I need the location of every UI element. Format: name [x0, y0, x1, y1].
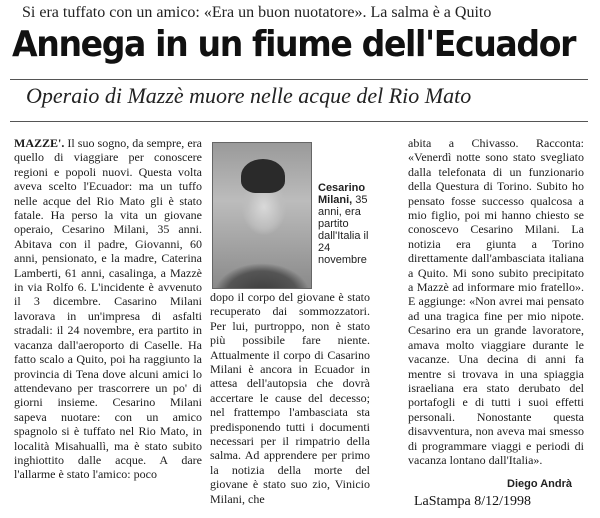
article-column-1: [14, 136, 202, 482]
photo-hair: [241, 159, 285, 193]
article-column-3: [408, 136, 584, 467]
article-column-2: [210, 290, 370, 506]
column-1-text: Il suo sogno, da sempre, era quello di viaggiare per conoscere regioni e popoli nuovi. Questa volta aveva scelto l'Ecuador: ma un tuffo nelle acque del Rio Mato gli è stato fatale. Ha perso la vita un giovane operaio, Cesarino Milani, 35 anni. Abitava con il padre, Giovanni, 60 anni, pensionato, e la madre, Caterina Lamberti, 61 anni, casalinga, a Mazzè in via Rolfo 6. L'incidente è avvenuto il 3 dicembre. Casarino Milani lavorava in un'impresa di asfalti stradali: il 24 novembre, era partito in vacanza dall'aeroporto di Caselle. Ha fatto scalo a Quito, poi ha raggiunto la provincia di Tena dove alcuni amici lo attendevano per trascorrere un po' di giorni insieme. Cesarino Milani sapeva nuotare: con un amico spagnolo si è tuffato nel Rio Mato, in località Misahuallì, ma è stato subito inghiottito dalle acque. A dare l'allarme è stato l'amico: poco: [14, 136, 202, 482]
photo-caption: [318, 182, 378, 266]
source-note: LaStampa 8/12/1998: [414, 494, 532, 509]
byline: Diego Andrà: [507, 478, 572, 490]
dateline: MAZZE'.: [14, 136, 65, 150]
rule-bottom: [10, 121, 588, 122]
headline: Annega in un fiume dell'Ecuador: [12, 24, 576, 65]
kicker: Si era tuffato con un amico: «Era un buon nuotatore». La salma è a Quito: [22, 4, 492, 21]
subheadline: Operaio di Mazzè muore nelle acque del Rio Mato: [26, 83, 472, 108]
column-3-text: abita a Chivasso. Racconta: «Venerdì notte sono stato svegliato dalla telefonata di un funzionario della Questura di Torino. Subito ho pensato fosse successo qualcosa a mio figlio, poi mi hanno chiesto se conoscevo Cesarino Milani. La notizia era giunta a Torino direttamente dall'ambasciata italiana a Quito. Mi sono subito precipitato a Mazzè ad informare mio fratello». E aggiunge: «Non avrei mai pensato ad una tragica fine per mio nipote. Cesarino era un grande lavoratore, amava molto viaggiare durante le vacanze. Una decina di anni fa mentre si trovava in una spiaggia israeliana era stato derubato del portafogli e di tutti i suoi effetti personali. Nonostante questa disavventura, non aveva mai smesso di programmare viaggi e periodi di vacanza lontano dall'Italia».: [408, 136, 584, 467]
article-paragraph: [14, 136, 202, 482]
caption-name: Cesarino Milani,: [318, 182, 366, 206]
author-photo: [212, 142, 312, 289]
caption-text: 35 anni, era partito dall'Italia il 24 novembre: [318, 194, 369, 266]
rule-top: [10, 79, 588, 80]
column-2-text: dopo il corpo del giovane è stato recuperato dai sommozzatori. Per lui, purtroppo, non è stato più possibile fare niente. Attualmente il corpo di Casarino Milani è ancora in Ecuador in attesa dell'autopsia che dovrà accertare le cause del decesso; nel frattempo l'ambasciata sta predisponendo tutti i documenti necessari per il rimpatrio della salma. Ad apprendere per primo la notizia della morte del giovane è stato suo zio, Vinicio Milani, che: [210, 290, 370, 506]
